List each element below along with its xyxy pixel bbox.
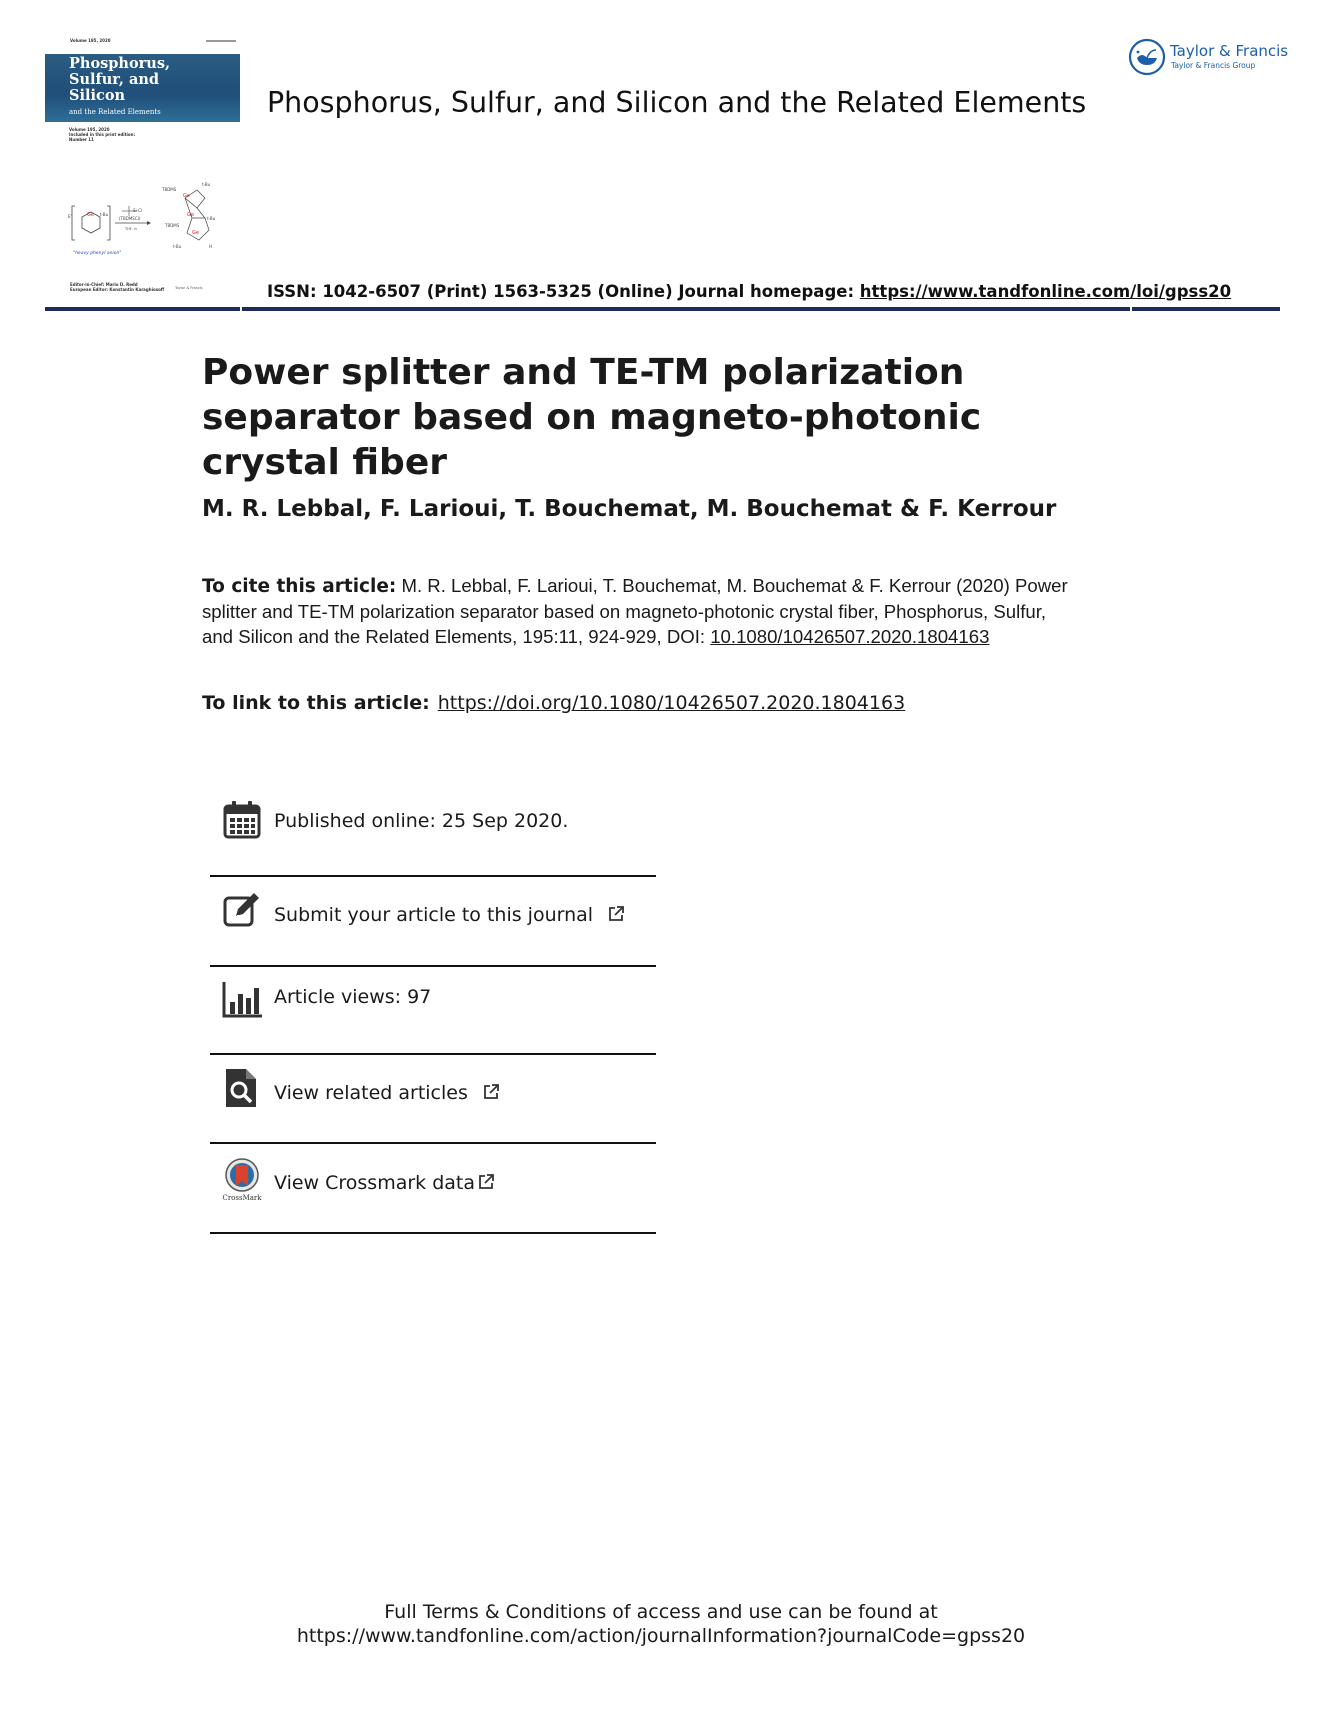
svg-text:TBDMS: TBDMS [165,223,180,228]
row-divider [210,1053,656,1055]
article-doi-url-link[interactable]: https://doi.org/10.1080/10426507.2020.1804163 [437,692,906,714]
publisher-group: Taylor & Francis Group [1171,61,1256,70]
cover-title-band [45,54,240,122]
svg-text:H: H [209,244,213,249]
header-divider [45,307,1280,311]
published-online-text: Published online: 25 Sep 2020. [274,810,569,832]
terms-footer-line1: Full Terms & Conditions of access and use can be found at [384,1601,938,1623]
svg-text:Si-Cl: Si-Cl [133,208,142,213]
crossmark-link[interactable] [274,1172,495,1194]
article-link-line [202,692,905,714]
svg-text:t-Bu: t-Bu [207,216,216,221]
document-search-icon [222,1068,262,1108]
related-articles-link[interactable] [274,1082,500,1104]
edit-icon [222,890,262,930]
cover-reaction-scheme-image [67,168,217,258]
article-link-label: To link to this article: [202,692,430,714]
svg-text:"heavy phenyl anion": "heavy phenyl anion" [73,251,122,256]
crossmark-icon [222,1158,262,1202]
crossmark-text: View Crossmark data [274,1172,476,1194]
svg-text:E': E' [68,214,72,219]
svg-text:t-Bu: t-Bu [173,244,182,249]
article-views-text: Article views: 97 [274,986,432,1008]
row-divider [210,965,656,967]
taylor-francis-lamp-icon [1128,38,1166,76]
article-views-row [210,980,656,1045]
svg-text:t-Bu: t-Bu [202,182,211,187]
cover-barcode-mark [206,40,236,42]
svg-text:TBDMS: TBDMS [162,187,177,192]
issn-text: ISSN: 1042-6507 (Print) 1563-5325 (Online) Journal homepage: [267,282,860,301]
svg-text:Ge: Ge [87,212,94,218]
publisher-name: Taylor & Francis [1170,42,1289,60]
bar-chart-icon [222,980,262,1020]
submit-article-text: Submit your article to this journal [274,904,594,926]
journal-cover-thumbnail [45,38,240,308]
terms-footer-url[interactable]: https://www.tandfonline.com/action/journalInformation?journalCode=gpss20 [296,1625,1026,1647]
row-divider [210,875,656,877]
svg-text:THF, rt: THF, rt [125,227,137,231]
published-online-row [210,800,656,870]
cover-volume-label: Volume 195, 2020 [70,38,111,43]
related-articles-text: View related articles [274,1082,468,1104]
terms-footer [0,1600,1322,1648]
article-authors: M. R. Lebbal, F. Larioui, T. Bouchemat, M. Bouchemat & F. Kerrour [202,496,1057,522]
external-link-icon [482,1083,500,1101]
svg-text:Ge: Ge [192,230,199,236]
row-divider [210,1232,656,1234]
row-divider [210,1142,656,1144]
article-title: Power splitter and TE-TM polarization separator based on magneto-photonic crystal fiber [202,352,982,483]
svg-text:(TBDMSCl): (TBDMSCl) [119,216,141,221]
cover-publisher-mark: Taylor & Francis [175,286,203,290]
journal-title: Phosphorus, Sulfur, and Silicon and the Related Elements [267,86,1087,119]
citation-text: M. R. Lebbal, F. Larioui, T. Bouchemat, M. Bouchemat & F. Kerrour (2020) Power splitter and TE-TM polarization separator based on magneto-photonic crystal fiber, Phosphorus, Sulfur, and Silicon and the Related Elements, 195:11, 924-929, DOI: [202,575,1068,647]
calendar-icon [222,800,262,840]
citation-block [202,573,1082,649]
external-link-icon [607,905,625,923]
svg-text:t-Bu: t-Bu [100,212,109,217]
cover-subtitle: and the Related Elements [69,108,161,116]
citation-doi-link[interactable]: 10.1080/10426507.2020.1804163 [710,626,990,647]
svg-text:Ge: Ge [183,193,190,199]
cover-editors: Editor-in-Chief: Mario D. Redd European Editor: Konstantin Karaghiosoff [70,282,165,292]
cover-volume-info: Volume 195, 2020 Included in this print edition: Number 11 [69,127,136,142]
related-articles-row[interactable] [210,1068,656,1138]
journal-homepage-link[interactable]: https://www.tandfonline.com/loi/gpss20 [859,282,1232,301]
svg-text:CrossMark: CrossMark [222,1194,262,1202]
svg-text:Ge: Ge [187,212,194,218]
submit-article-link[interactable] [274,904,625,926]
issn-line [267,282,1231,301]
publisher-logo[interactable] [1128,38,1288,78]
cover-title: Phosphorus, Sulfur, and Silicon [69,55,171,104]
crossmark-row[interactable] [210,1158,656,1228]
citation-label: To cite this article: [202,576,397,597]
submit-article-row[interactable] [210,890,656,960]
external-link-icon [477,1173,495,1191]
